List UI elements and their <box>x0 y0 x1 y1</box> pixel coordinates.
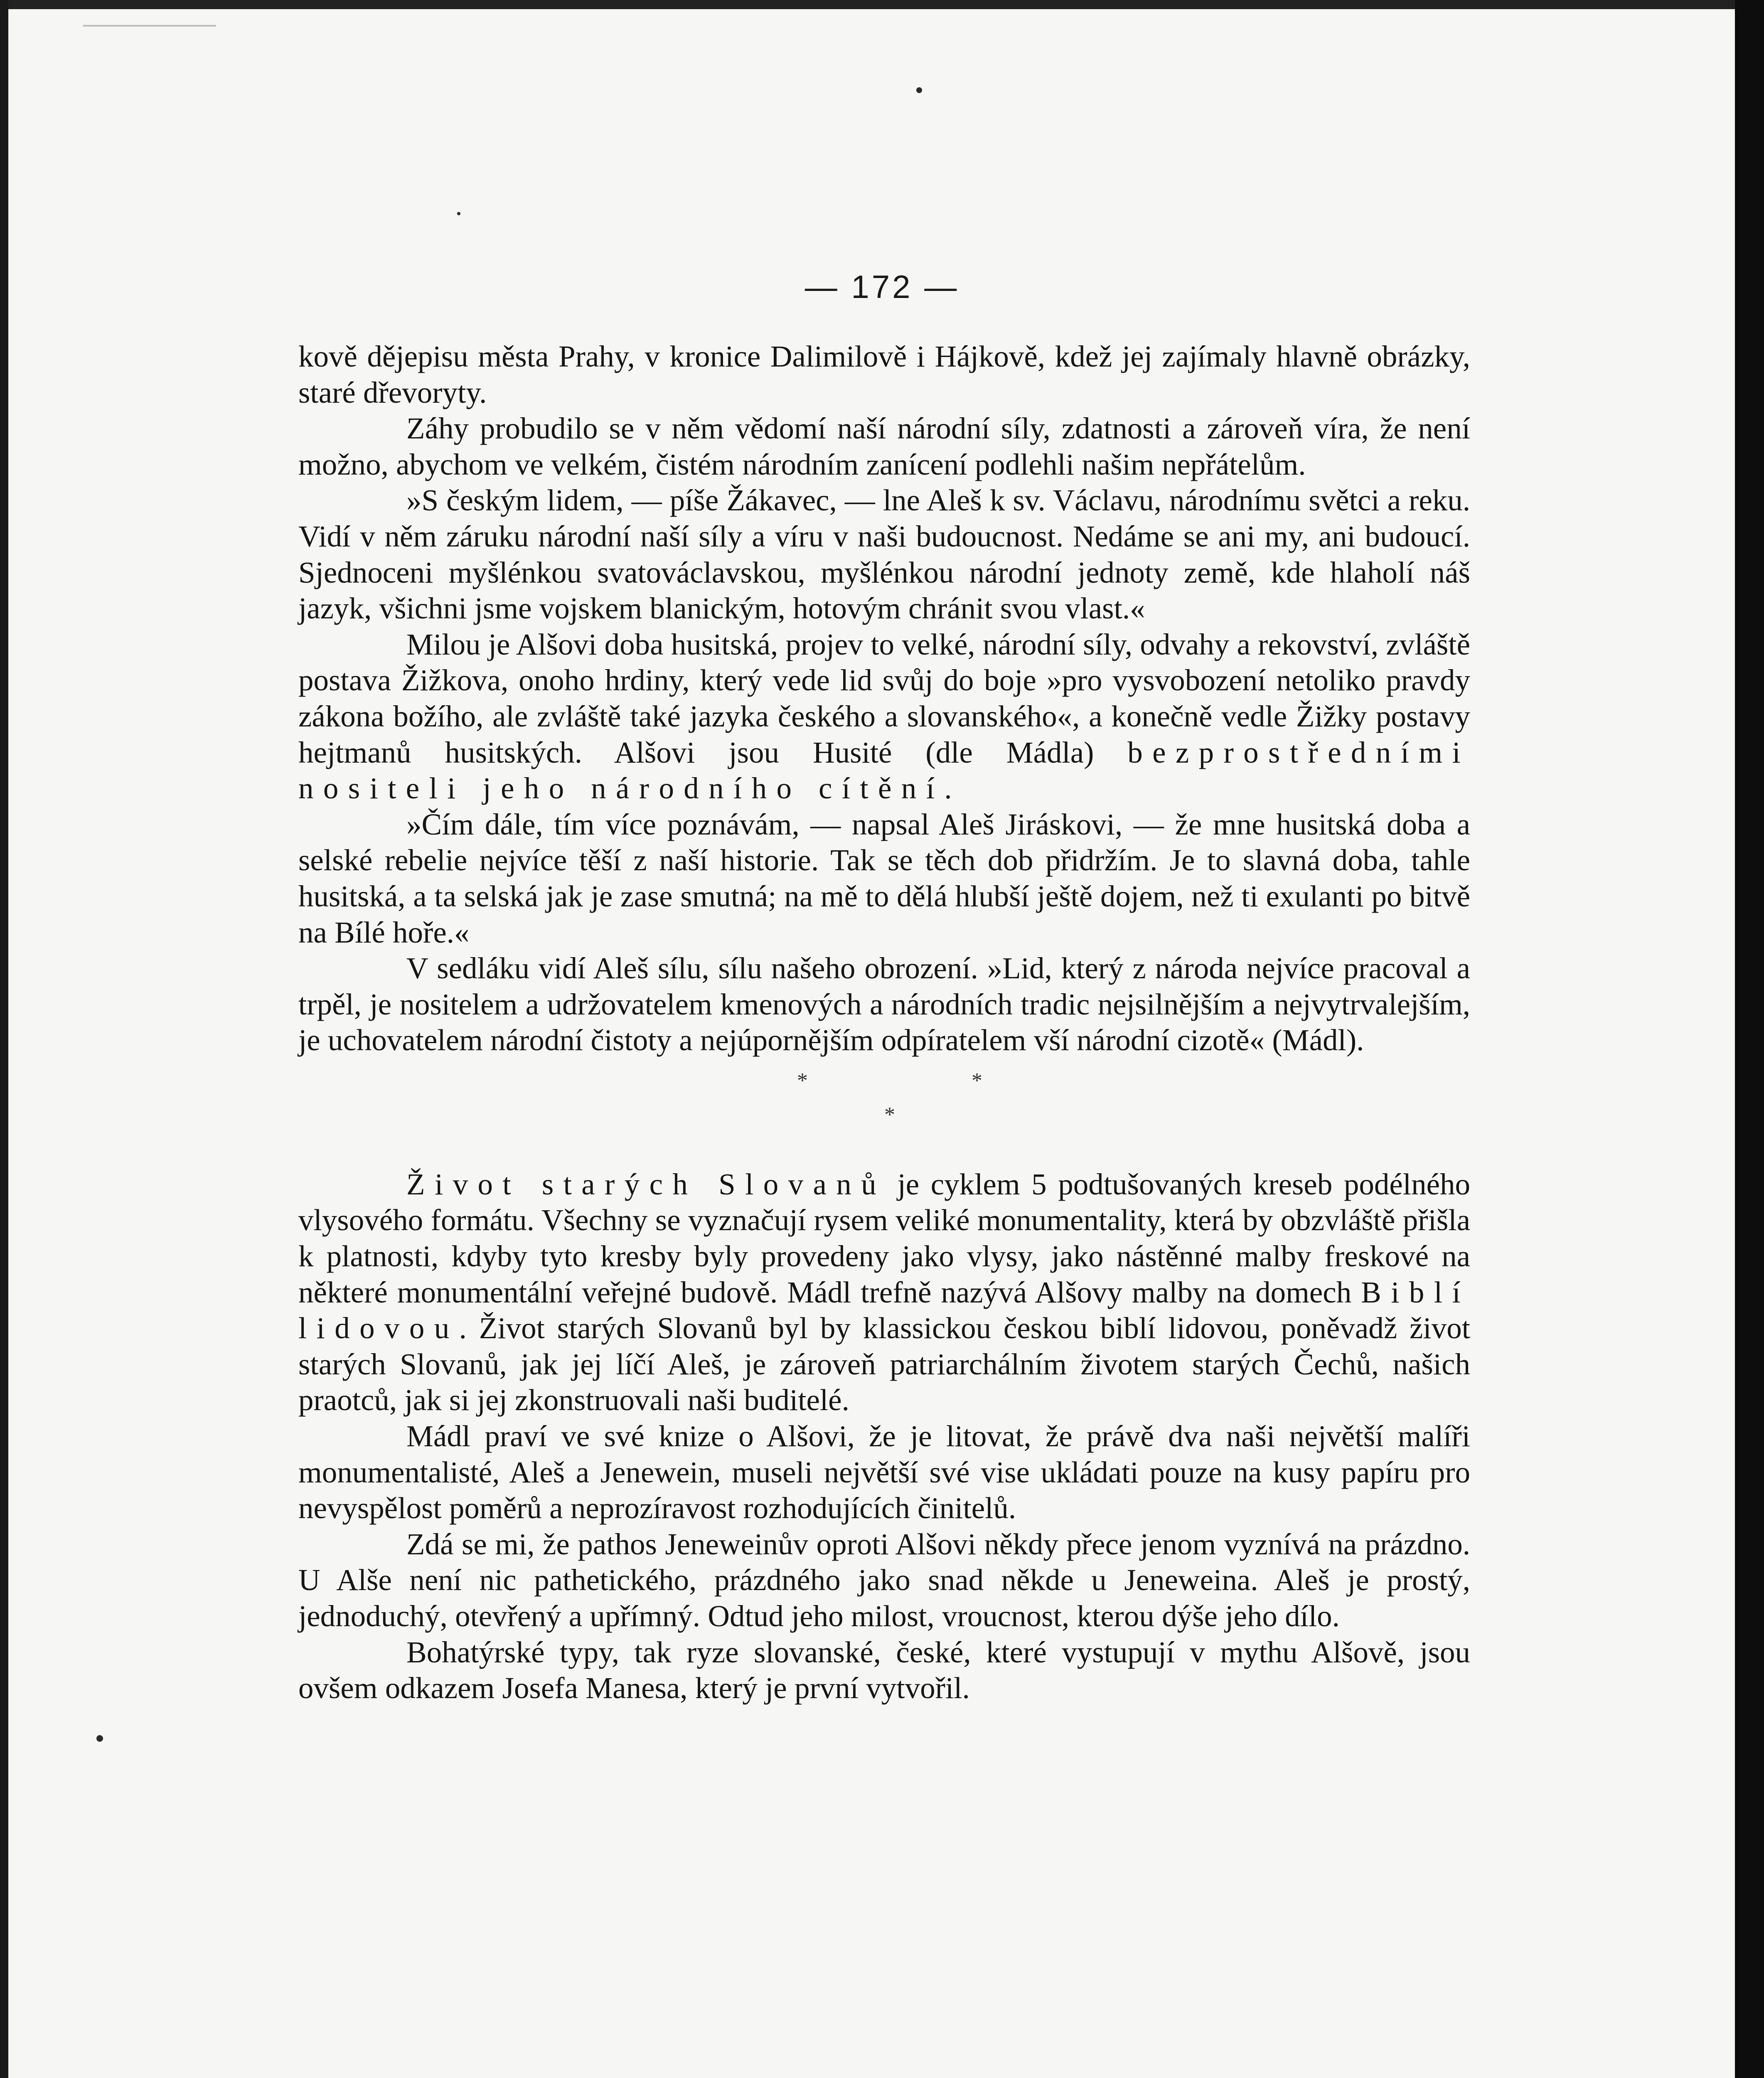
paragraph-text: Milou je Alšovi doba husitská, projev to velké, národní síly, odvahy a rekovství, zvláště postava Žižkova, onoho hrdiny, který vede lid svůj do boje »pro vysvobození netoliko pravdy zákona božího, ale zvláště také jazyka českého a slovanského«, a konečně vedle Žižky postavy hejtmanů husitských. Alšovi jsou Husité (dle Mádla) <box>298 627 1470 769</box>
section-separator <box>298 1059 1470 1167</box>
paragraph <box>298 1167 1470 1418</box>
scan-dust-speck <box>457 212 460 215</box>
paragraph: Záhy probudilo se v něm vědomí naší národní síly, zdatnosti a zároveň víra, že není možno, abychom ve velkém, čistém národním zanícení podlehli našim nepřátelům. <box>298 411 1470 481</box>
emphasized-text: bezprostředními nositeli jeho národního cítění <box>298 735 1470 805</box>
paragraph: »Čím dále, tím více poznávám, — napsal Aleš Jiráskovi, — že mne husitská doba a selské rebelie nejvíce těší z naší historie. Tak se těch dob přidržím. Je to slavná doba, tahle husitská, a ta selská jak je zase smutná; na mě to dělá hlubší ještě dojem, než ti exulanti po bitvě na Bílé hoře.« <box>298 807 1470 949</box>
paragraph: Zdá se mi, že pathos Jeneweinův oproti Alšovi někdy přece jenom vyznívá na prázdno. U Alše není nic pathetického, prázdného jako snad někde u Jeneweina. Aleš je prostý, jednoduchý, otevřený a upřímný. Odtud jeho milost, vroucnost, kterou dýše jeho dílo. <box>298 1527 1470 1633</box>
paragraph-text: . Život starých Slovanů byl by klassickou českou biblí lidovou, poněvadž život starých Slovanů, jak jej líčí Aleš, je zároveň patriarchálním životem starých Čechů, našich praotců, jak si jej zkonstruovali naši buditelé. <box>298 1311 1470 1417</box>
document-body <box>298 339 1470 1706</box>
scan-dust-speck <box>96 1735 103 1742</box>
paragraph-text: . <box>944 771 952 805</box>
emphasized-text: Biblí lidovou <box>298 1275 1470 1345</box>
scan-dust-speck <box>916 87 922 93</box>
asterism-star: * <box>884 1103 895 1127</box>
emphasized-text: Život starých Slovanů <box>406 1167 886 1201</box>
paragraph: kově dějepisu města Prahy, v kronice Dalimilově i Hájkově, kdež jej zajímaly hlavně obrázky, staré dřevoryty. <box>298 340 1470 409</box>
paragraph: Mádl praví ve své knize o Alšovi, že je litovat, že právě dva naši největší malíři monumentalisté, Aleš a Jenewein, museli největší své vise ukládati pouze na kusy papíru pro nevyspělost poměrů a neprozíravost rozhodujících činitelů. <box>298 1419 1470 1525</box>
paragraph: »S českým lidem, — píše Žákavec, — lne Aleš k sv. Václavu, národnímu světci a reku. Vidí v něm záruku národní naší síly a víru v naši budoucnost. Nedáme se ani my, ani budoucí. Sjednoceni myšlénkou svatováclavskou, myšlénkou národní jednoty země, kde hlaholí náš jazyk, všichni jsme vojskem blanickým, hotovým chránit svou vlast.« <box>298 483 1470 625</box>
asterism-star: * <box>972 1069 982 1093</box>
scan-mark-rule <box>83 25 216 27</box>
page-number: — 172 — <box>805 268 959 305</box>
scan-edge-right <box>1735 0 1764 2078</box>
paragraph: Bohatýrské typy, tak ryze slovanské, české, které vystupují v mythu Alšově, jsou ovšem odkazem Josefa Manesa, který je první vytvořil. <box>298 1635 1470 1705</box>
paragraph <box>298 627 1470 807</box>
asterism-star: * <box>797 1069 808 1093</box>
scan-edge-top <box>0 0 1764 9</box>
paragraph-text: je cyklem 5 podtušovaných kreseb podélného vlysového formátu. Všechny se vyznačují rysem veliké monumentality, která by obzvláště přišla k platnosti, kdyby tyto kresby byly provedeny jako vlysy, jako nástěnné malby freskové na některé monumentální veřejné budově. Mádl trefně nazývá Alšovy malby na domech <box>298 1167 1470 1309</box>
paragraph: V sedláku vidí Aleš sílu, sílu našeho obrození. »Lid, který z národa nejvíce pracoval a trpěl, je nositelem a udržovatelem kmenových a národních tradic nejsilnějším a nejvytrvalejším, je uchovatelem národní čistoty a nejúpornějším odpíratelem vší národní cizotě« (Mádl). <box>298 951 1470 1057</box>
scan-edge-left <box>0 0 8 2078</box>
